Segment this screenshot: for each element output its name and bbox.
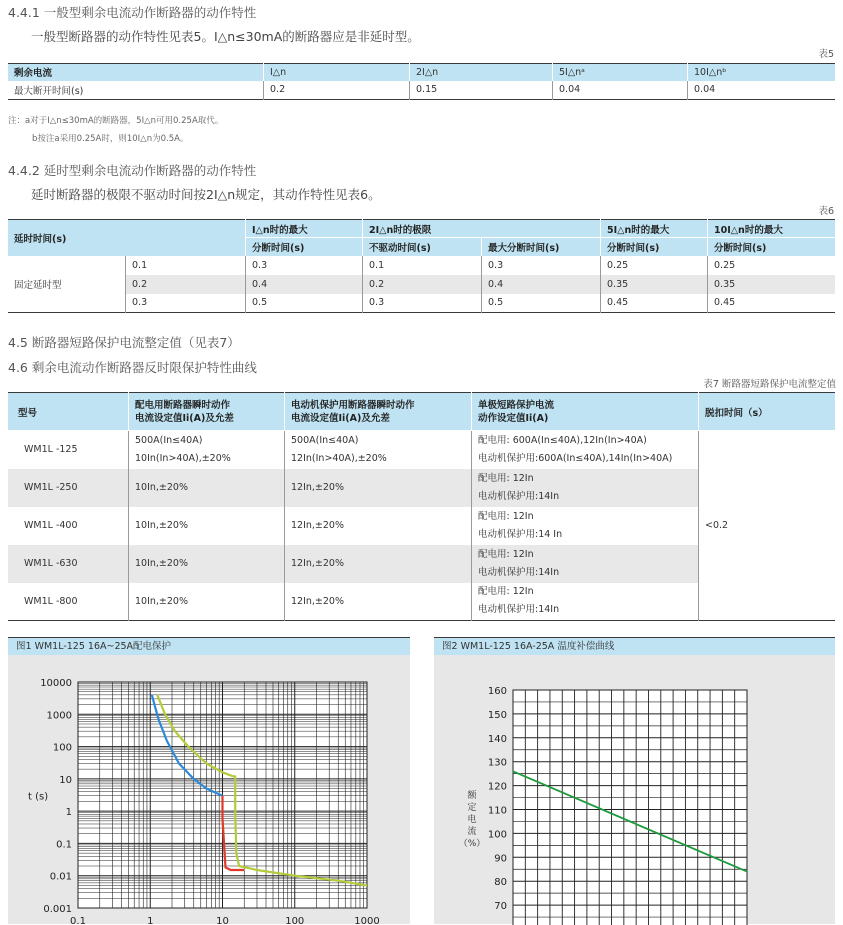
table6-cell: 0.35 <box>601 275 708 294</box>
chart2-y-axis-label-char: 电 <box>467 815 477 825</box>
table7-model: WM1L -250 <box>24 482 78 493</box>
figure1-chart <box>8 655 410 925</box>
chart1-y-tick-label: 0.001 <box>43 904 72 915</box>
chart1-x-tick-label: 1 <box>147 916 154 925</box>
table7-cell: 12In,±20% <box>285 583 472 621</box>
table6-cell: 0.4 <box>246 275 363 294</box>
table6-header: 分断时间(s) <box>708 238 836 256</box>
chart2-y-tick-label: 110 <box>487 805 507 817</box>
table6-cell: 0.3 <box>246 256 363 275</box>
table7-cell <box>285 431 472 469</box>
chart1-x-tick-label: 0.1 <box>70 916 86 925</box>
table6-caption: 表6 <box>818 206 834 217</box>
table7-cell-line: 电动机保护用:14 In <box>478 528 563 540</box>
table7-cell-line: 500A(In≤40A) <box>135 434 203 446</box>
table5-cell: 0.2 <box>264 81 410 100</box>
table7-cell: 10In,±20% <box>129 507 285 545</box>
table7-cell-line: 配电用: 600A(In≤40A),12In(In>40A) <box>478 434 647 446</box>
figure2-title: 图2 WM1L-125 16A-25A 温度补偿曲线 <box>434 637 835 655</box>
chart1-y-tick-label: 1 <box>65 807 72 819</box>
table7-cell: 12In,±20% <box>285 507 472 545</box>
figure2-chart <box>434 655 835 925</box>
table6-header: 5I△n时的最大 <box>601 220 708 238</box>
chart2-y-axis-label-char: （%） <box>458 839 486 849</box>
table7-cell-line: 电动机保护用:600A(In≤40A),14In(In>40A) <box>478 452 673 464</box>
table7-cell <box>472 507 699 545</box>
section-heading-441: 4.4.1 一般型剩余电流动作断路器的动作特性 <box>8 5 257 20</box>
table6-header: 2I△n时的极限 <box>363 220 601 238</box>
figure2-panel <box>434 637 835 924</box>
table5-header: 10I△nᵇ <box>688 64 836 81</box>
table7-cell <box>129 431 285 469</box>
table7-cell: 10In,±20% <box>129 469 285 507</box>
table6-cell: 0.45 <box>601 294 708 313</box>
section-heading-45: 4.5 断路器短路保护电流整定值（见表7） <box>8 335 240 350</box>
table7-header-c3-l1: 单极短路保护电流 <box>478 399 555 411</box>
table7-cell-line: 500A(In≤40A) <box>291 434 359 446</box>
chart2-y-tick-label: 120 <box>487 781 507 793</box>
table5-header: 5I△nᵃ <box>553 64 688 81</box>
table7-model: WM1L -125 <box>24 444 78 456</box>
table7-header-c3 <box>472 393 699 431</box>
chart2-y-axis-label-char: 流 <box>467 827 477 837</box>
table7-model: WM1L -630 <box>24 558 78 569</box>
table6-cell: 0.25 <box>601 256 708 275</box>
table7-header-c2-l1: 电动机保护用断路器瞬时动作 <box>291 399 415 411</box>
table6-cell: 0.3 <box>126 294 246 313</box>
table7-header-c1-l2: 电流设定值Ii(A)及允差 <box>135 412 234 424</box>
table5 <box>8 63 835 100</box>
table5-header: 2I△n <box>410 64 553 81</box>
table7-cell-line: 电动机保护用:14In <box>478 490 560 502</box>
table6-header: 10I△n时的最大 <box>708 220 836 238</box>
table6-cell: 0.5 <box>482 294 601 313</box>
chart1-y-tick-label: 10 <box>59 774 72 786</box>
table6-cell: 0.2 <box>363 275 482 294</box>
table6-group-label: 固定延时型 <box>14 279 62 291</box>
section-paragraph-442: 延时断路器的极限不驱动时间按2I△n规定，其动作特性见表6。 <box>31 187 381 202</box>
table7-model: WM1L -800 <box>24 595 78 607</box>
table5-cell: 最大断开时间(s) <box>14 85 84 97</box>
table6-cell: 0.1 <box>126 256 246 275</box>
chart2-y-tick-label: 100 <box>487 829 507 841</box>
table7-cell <box>472 545 699 583</box>
section-heading-46: 4.6 剩余电流动作断路器反时限保护特性曲线 <box>8 360 257 375</box>
table5-caption: 表5 <box>818 49 834 60</box>
chart2-y-tick-label: 80 <box>494 877 507 889</box>
table-row <box>8 431 835 469</box>
table5-cell: 0.15 <box>410 81 553 100</box>
chart2-y-tick-label: 130 <box>487 757 507 769</box>
table7-cell <box>472 469 699 507</box>
chart2-y-tick-label: 90 <box>494 853 507 865</box>
table7-cell-line: 配电用: 12In <box>478 548 534 560</box>
table7 <box>8 392 835 621</box>
table6-header: I△n时的最大 <box>246 220 363 238</box>
table6-cell: 0.3 <box>482 256 601 275</box>
section-paragraph-441: 一般型断路器的动作特性见表5。I△n≤30mA的断路器应是非延时型。 <box>31 29 420 44</box>
table6-header: 分断时间(s) <box>601 238 708 256</box>
table7-cell: 12In,±20% <box>285 469 472 507</box>
table6-header-delay: 延时时间(s) <box>14 233 67 245</box>
table7-cell-line: 10In(In>40A),±20% <box>135 452 231 464</box>
table5-cell: 0.04 <box>688 81 836 100</box>
table7-cell-line: 配电用: 12In <box>478 510 534 522</box>
table5-note-a: 注：a对于I△n≤30mA的断路器，5I△n可用0.25A取代。 <box>8 116 224 126</box>
chart2-y-axis-label-char: 定 <box>467 803 477 813</box>
table6-cell: 0.3 <box>363 294 482 313</box>
table7-header-c1-l1: 配电用断路器瞬时动作 <box>135 399 231 411</box>
table7-header-c2-l2: 电流设定值Ii(A)及允差 <box>291 412 390 424</box>
table7-header-c3-l2: 动作设定值Ii(A) <box>478 412 549 424</box>
table7-cell-line: 12In(In>40A),±20% <box>291 452 387 464</box>
table6-header: 最大分断时间(s) <box>482 238 601 256</box>
table6-cell: 0.35 <box>708 275 836 294</box>
chart2-plot-area <box>513 690 747 925</box>
chart1-y-tick-label: 10000 <box>40 678 72 689</box>
table6-cell: 0.5 <box>246 294 363 313</box>
table7-caption: 表7 断路器短路保护电流整定值 <box>703 379 836 390</box>
table6-cell: 0.25 <box>708 256 836 275</box>
chart1-y-tick-label: 0.01 <box>49 871 72 883</box>
table6-cell: 0.4 <box>482 275 601 294</box>
section-heading-442: 4.4.2 延时型剩余电流动作断路器的动作特性 <box>8 163 257 178</box>
table6-cell: 0.1 <box>363 256 482 275</box>
table7-cell <box>472 431 699 469</box>
chart2-y-tick-label: 140 <box>487 733 507 745</box>
chart1-x-tick-label: 10 <box>216 916 229 925</box>
chart1-x-tick-label: 1000 <box>354 916 380 925</box>
table5-cell: 0.04 <box>553 81 688 100</box>
table6-header: 分断时间(s) <box>246 238 363 256</box>
table7-header-c2 <box>285 393 472 431</box>
table7-cell-line: 电动机保护用:14In <box>478 604 560 616</box>
chart2-y-axis-label-char: 额 <box>467 791 477 801</box>
chart2-y-tick-label: 160 <box>487 686 507 697</box>
table7-cell-line: 配电用: 12In <box>478 586 534 598</box>
chart1-y-axis-label: t (s) <box>28 791 49 803</box>
chart1-y-tick-label: 100 <box>52 742 72 754</box>
table7-cell: 10In,±20% <box>129 583 285 621</box>
chart1-x-tick-label: 100 <box>285 916 305 925</box>
table7-cell: 12In,±20% <box>285 545 472 583</box>
table7-header-c1 <box>129 393 285 431</box>
table7-cell: 10In,±20% <box>129 545 285 583</box>
table6 <box>8 219 835 313</box>
table7-header-model: 型号 <box>18 407 38 419</box>
table7-cell <box>472 583 699 621</box>
table5-header: 剩余电流 <box>14 68 53 80</box>
chart2-y-tick-label: 150 <box>487 709 507 721</box>
table5-header: I△n <box>264 64 410 81</box>
figure1-title: 图1 WM1L-125 16A~25A配电保护 <box>8 637 410 655</box>
chart2-y-tick-label: 70 <box>494 901 507 913</box>
table7-cell-line: 配电用: 12In <box>478 472 534 484</box>
table6-header: 不驱动时间(s) <box>363 238 482 256</box>
chart1-y-tick-label: 1000 <box>46 710 72 722</box>
table6-cell: 0.45 <box>708 294 836 313</box>
table7-trip-time: <0.2 <box>699 431 836 621</box>
table6-cell: 0.2 <box>126 275 246 294</box>
table7-cell-line: 电动机保护用:14In <box>478 566 560 578</box>
figure1-panel <box>8 637 410 924</box>
table5-note-b: b按注a采用0.25A时，则10I△n为0.5A。 <box>32 134 189 144</box>
chart1-y-tick-label: 0.1 <box>56 839 72 851</box>
table7-header-c4: 脱扣时间（s） <box>699 393 836 431</box>
table7-model: WM1L -400 <box>24 520 78 531</box>
